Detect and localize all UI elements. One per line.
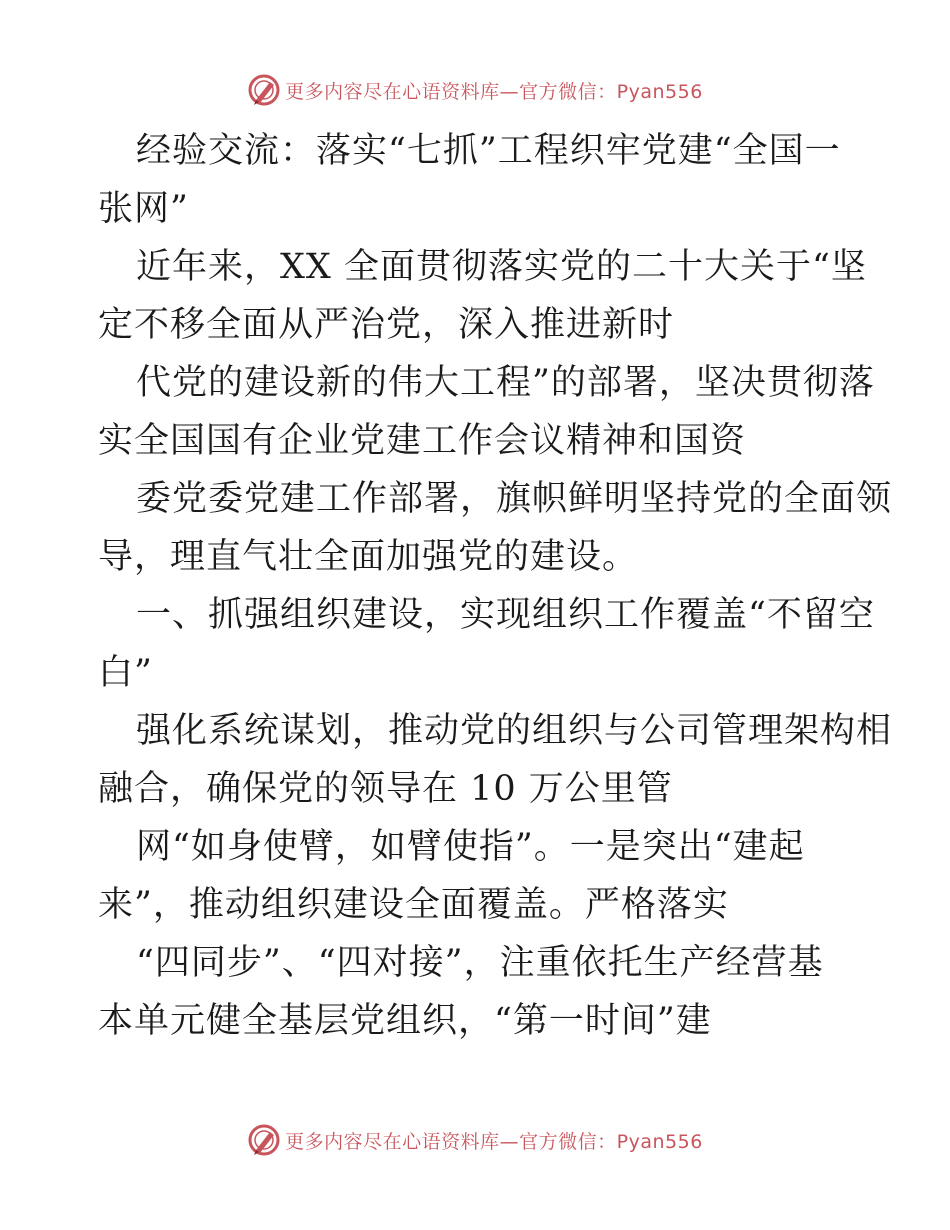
text-line: 网“如身使臂，如臂使指”。一是突出“建起 (136, 827, 805, 867)
text-line: 实全国国有企业党建工作会议精神和国资 (98, 421, 747, 461)
text-line: 近年来，XX 全面贯彻落实党的二十大关于“坚 (136, 247, 867, 287)
text-line: 白” (98, 653, 153, 693)
watermark-text: 更多内容尽在心语资料库—官方微信：Pyan556 (285, 1130, 703, 1153)
text-line: 来”，推动组织建设全面覆盖。严格落实 (98, 885, 729, 925)
text-line: 一、抓强组织建设，实现组织工作覆盖“不留空 (136, 595, 875, 635)
text-line: 导，理直气壮全面加强党的建设。 (98, 537, 639, 577)
text-line: 代党的建设新的伟大工程”的部署，坚决贯彻落 (136, 363, 875, 403)
text-line: 委党委党建工作部署，旗帜鲜明坚持党的全面领 (136, 479, 893, 519)
text-line: 强化系统谋划，推动党的组织与公司管理架构相 (136, 711, 893, 751)
text-line: 本单元健全基层党组织，“第一时间”建 (98, 1001, 712, 1041)
text-line: “四同步”、“四对接”，注重依托生产经营基 (136, 943, 824, 983)
watermark-text: 更多内容尽在心语资料库—官方微信：Pyan556 (285, 80, 703, 103)
text-line: 融合，确保党的领导在 10 万公里管 (98, 769, 673, 809)
document-body (98, 122, 893, 1050)
text-line: 张网” (98, 189, 189, 229)
watermark-header (0, 72, 950, 108)
text-line: 经验交流：落实“七抓”工程织牢党建“全国一 (136, 131, 841, 171)
text-line: 定不移全面从严治党，深入推进新时 (98, 305, 675, 345)
pen-logo-icon (247, 1123, 281, 1157)
watermark-footer (0, 1122, 950, 1158)
pen-logo-icon (247, 73, 281, 107)
